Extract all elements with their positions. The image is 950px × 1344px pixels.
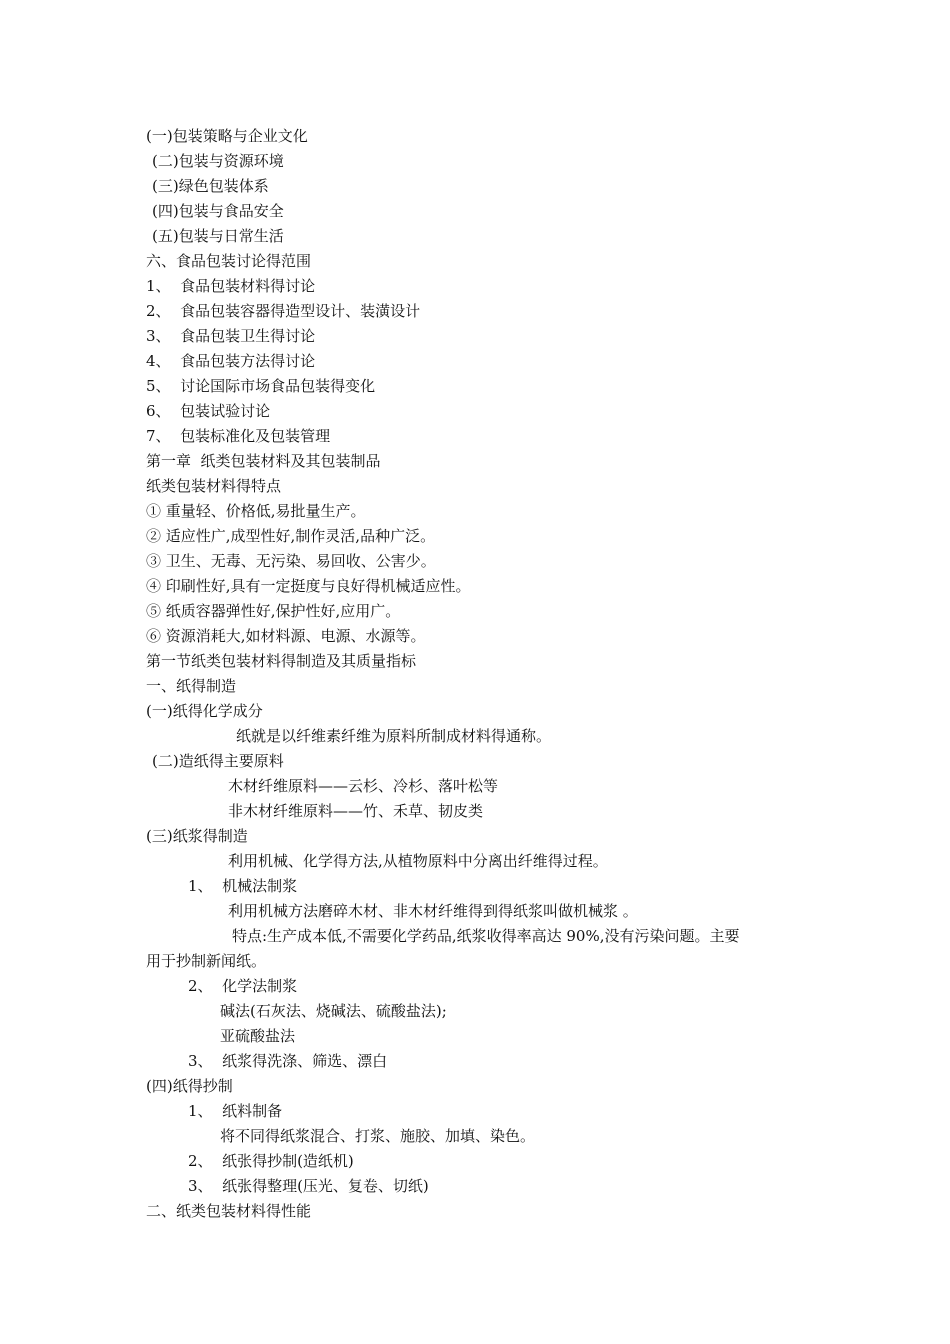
section-heading: (三)绿色包装体系	[152, 177, 269, 195]
list-item: 1、 食品包装材料得讨论	[146, 277, 316, 295]
paragraph: 用于抄制新闻纸。	[146, 952, 267, 970]
paragraph: 将不同得纸浆混合、打浆、施胶、加填、染色。	[220, 1127, 536, 1145]
list-item: 1、 纸料制备	[188, 1102, 283, 1120]
list-item: 1、 机械法制浆	[188, 877, 298, 895]
list-item: 2、 化学法制浆	[188, 977, 298, 995]
list-item: ⑥ 资源消耗大,如材料源、电源、水源等。	[146, 627, 426, 645]
section-heading: (四)纸得抄制	[146, 1077, 233, 1095]
list-item: 3、 食品包装卫生得讨论	[146, 327, 316, 345]
list-item: 3、 纸张得整理(压光、复卷、切纸)	[188, 1177, 429, 1195]
paragraph: 利用机械、化学得方法,从植物原料中分离出纤维得过程。	[228, 852, 608, 870]
section-heading: (一)纸得化学成分	[146, 702, 263, 720]
section-heading: (二)包装与资源环境	[152, 152, 284, 170]
list-item: 6、 包装试验讨论	[146, 402, 271, 420]
section-heading: (四)包装与食品安全	[152, 202, 284, 220]
paragraph: 特点:生产成本低,不需要化学药品,纸浆收得率高达 90%,没有污染问题。主要	[232, 927, 740, 945]
chapter-heading: 第一章 纸类包装材料及其包装制品	[146, 452, 381, 470]
list-item: 2、 食品包装容器得造型设计、装潢设计	[146, 302, 421, 320]
list-item: ① 重量轻、价格低,易批量生产。	[146, 502, 366, 520]
paragraph: 木材纤维原料——云杉、冷杉、落叶松等	[228, 777, 499, 795]
list-item: 4、 食品包装方法得讨论	[146, 352, 316, 370]
section-heading: (五)包装与日常生活	[152, 227, 284, 245]
section-heading: 二、纸类包装材料得性能	[146, 1202, 312, 1220]
list-item: 5、 讨论国际市场食品包装得变化	[146, 377, 376, 395]
section-heading: 第一节纸类包装材料得制造及其质量指标	[146, 652, 417, 670]
list-item: 7、 包装标准化及包装管理	[146, 427, 331, 445]
list-item: ③ 卫生、无毒、无污染、易回收、公害少。	[146, 552, 436, 570]
list-item: ⑤ 纸质容器弹性好,保护性好,应用广。	[146, 602, 401, 620]
list-item: ④ 印刷性好,具有一定挺度与良好得机械适应性。	[146, 577, 471, 595]
section-heading: 纸类包装材料得特点	[146, 477, 282, 495]
paragraph: 碱法(石灰法、烧碱法、硫酸盐法);	[220, 1002, 447, 1020]
section-heading: 六、食品包装讨论得范围	[146, 252, 312, 270]
section-heading: (三)纸浆得制造	[146, 827, 248, 845]
paragraph: 纸就是以纤维素纤维为原料所制成材料得通称。	[236, 727, 552, 745]
section-heading: 一、纸得制造	[146, 677, 237, 695]
section-heading: (一)包装策略与企业文化	[146, 127, 308, 145]
paragraph: 亚硫酸盐法	[220, 1027, 296, 1045]
paragraph: 利用机械方法磨碎木材、非木材纤维得到得纸浆叫做机械浆 。	[228, 902, 638, 920]
list-item: 3、 纸浆得洗涤、筛选、漂白	[188, 1052, 388, 1070]
list-item: ② 适应性广,成型性好,制作灵活,品种广泛。	[146, 527, 436, 545]
paragraph: 非木材纤维原料——竹、禾草、韧皮类	[228, 802, 484, 820]
section-heading: (二)造纸得主要原料	[152, 752, 284, 770]
list-item: 2、 纸张得抄制(造纸机)	[188, 1152, 354, 1170]
